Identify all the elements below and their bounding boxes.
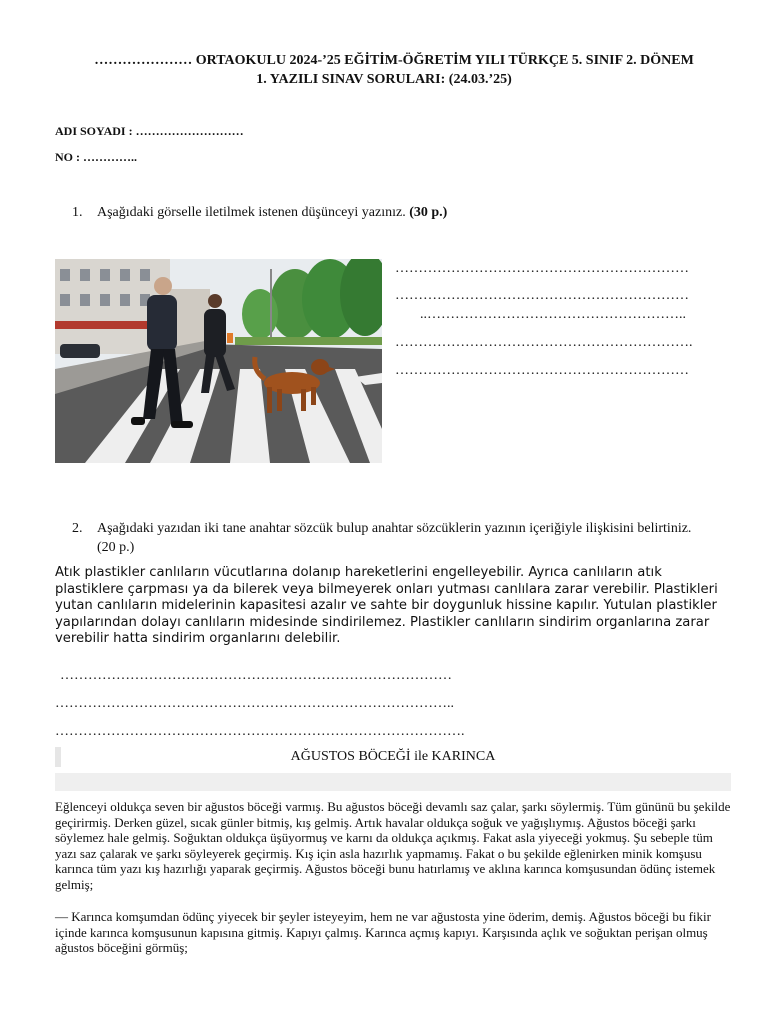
- story-heading-bar: [55, 747, 731, 767]
- story-paragraph-2: — Karınca komşumdan ödünç yiyecek bir şeyler isteyeyim, hem ne var ağustosta yine öderim, demiş. Ağustos böceği bu fikir içinde karınca komşusunun kapısına gitmiş. Kapıyı çalmış. Karınca açmış kapıyı. Karşısında açlık ve soğuktan perişan olmuş ağustos böceğini görmüş;: [55, 909, 711, 956]
- question-2-number: 2.: [72, 521, 83, 536]
- divider-band: [55, 773, 731, 791]
- crosswalk-illustration: [55, 259, 382, 463]
- tree: [242, 289, 278, 339]
- answer-line: …………………………………………………………………………..: [55, 696, 454, 711]
- answer-line: …………………………………………………………………………: [60, 668, 452, 683]
- answer-line: ………………………………………………………: [395, 363, 689, 378]
- grass-strip: [235, 337, 382, 345]
- name-field: ADI SOYADI : ………………………: [55, 124, 244, 138]
- exam-title-line-1: ………………… ORTAOKULU 2024-’25 EĞİTİM-ÖĞRETİM YILI TÜRKÇE 5. SINIF 2. DÖNEM: [94, 53, 694, 68]
- question-2: [72, 519, 712, 557]
- man-head: [154, 277, 172, 295]
- question-2-text: Aşağıdaki yazıdan iki tane anahtar sözcük bulup anahtar sözcüklerin yazının içeriğiyle ilişkisini belirtiniz. (20 p.): [97, 521, 692, 555]
- woman-head: [208, 294, 222, 308]
- question-1-points: (30 p.): [409, 205, 448, 220]
- number-field: NO : …………..: [55, 150, 137, 164]
- woman-body: [204, 309, 226, 357]
- man-body: [147, 295, 177, 351]
- answer-line: ……………………………………………………….: [395, 335, 693, 350]
- parked-car: [60, 344, 100, 358]
- answer-line: ………………………………………………………: [395, 288, 689, 303]
- question-1: [72, 203, 712, 222]
- exam-title-line-2: 1. YAZILI SINAV SORULARI: (24.03.’25): [256, 72, 512, 87]
- answer-line: ………………………………………………………: [395, 261, 689, 276]
- question-1-text: Aşağıdaki görselle iletilmek istenen düşünceyi yazınız.: [97, 205, 406, 220]
- question-1-number: 1.: [72, 205, 83, 220]
- answer-line: ..………………………………………………..: [420, 307, 686, 322]
- answer-line: …………………………………………………………………………….: [55, 724, 465, 739]
- crosswalk-photo: [55, 259, 382, 463]
- story-title: AĞUSTOS BÖCEĞİ ile KARINCA: [290, 749, 496, 764]
- plastics-passage: Atık plastikler canlıların vücutlarına dolanıp hareketlerini engelleyebilir. Ayrıca canlıların atık plastiklere çarpması ya da bilerek veya bilmeyerek onları yutması canlılara zarar verebilir. Plastikleri yutan canlıların midelerinin kapasitesi azalır ve sahte bir doygunluk hissine kapılır. Yutulan plastikler yapılarından dolayı canlıların midesinde sindirilemez. Plastikler canlıların sindirim organlarına zarar verebilir hatta sindirim organlarını delebilir.: [55, 565, 718, 646]
- story-paragraph-1: Eğlenceyi oldukça seven bir ağustos böceği varmış. Bu ağustos böceği devamlı saz çalar, şarkı söylermiş. Tüm gününü bu şekilde geçirirmiş. Derken güzel, sıcak günler bitmiş, kış gelmiş. Artık havalar oldukça soğuk ve yağışlıymış. Ağustos böceği şarkı söylemez hale gelmiş. Soğuktan oldukça üşüyormuş ve karnı da oldukça açıkmış. Fakat asla yiyeceği yokmuş. Şu sebeple tüm yazı saz çalarak ve şarkı söyleyerek geçirmiş. Kış için asla hazırlık yapmamış. Fakat o bu şekilde eğlenirken minik komşusu karınca tüm yazı kış hazırlığı yaparak geçirmiş. Ağustos böceği bunu hatırlamış ve aklına karınca komşusundan ödünç istemek gelmiş;: [55, 799, 731, 892]
